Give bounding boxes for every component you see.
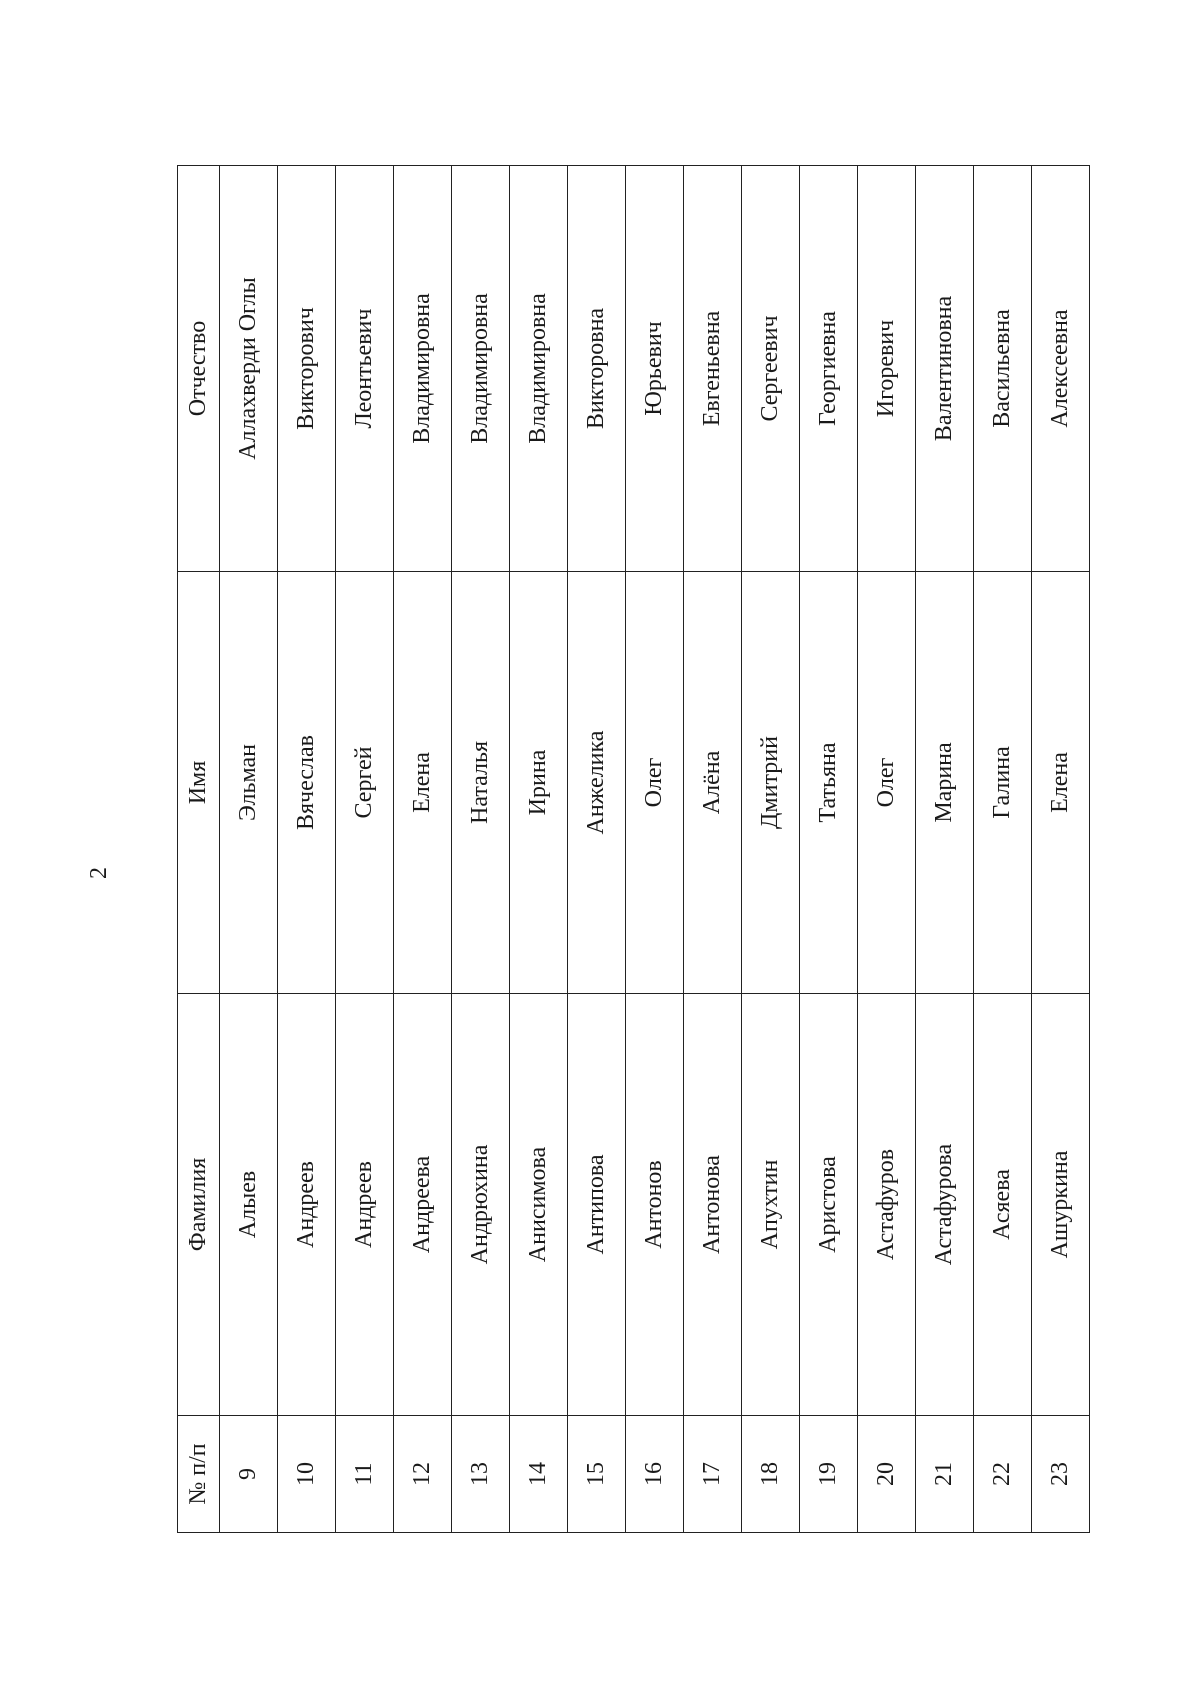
cell-last-name: Антонов — [626, 994, 684, 1416]
cell-middle-name: Георгиевна — [800, 166, 858, 572]
cell-last-name: Антипова — [568, 994, 626, 1416]
cell-first-name: Марина — [916, 572, 974, 994]
cell-last-name: Апухтин — [742, 994, 800, 1416]
cell-number: 14 — [510, 1416, 568, 1533]
table-body — [220, 166, 1090, 1533]
cell-middle-name: Владимировна — [452, 166, 510, 572]
cell-last-name: Астафурова — [916, 994, 974, 1416]
cell-middle-name: Валентиновна — [916, 166, 974, 572]
cell-first-name: Эльман — [220, 572, 278, 994]
table-header-row — [178, 166, 220, 1533]
cell-first-name: Татьяна — [800, 572, 858, 994]
cell-number: 23 — [1032, 1416, 1090, 1533]
cell-first-name: Елена — [1032, 572, 1090, 994]
cell-first-name: Алёна — [684, 572, 742, 994]
table-row — [394, 166, 452, 1533]
cell-last-name: Андрюхина — [452, 994, 510, 1416]
cell-last-name: Асяева — [974, 994, 1032, 1416]
cell-first-name: Дмитрий — [742, 572, 800, 994]
cell-number: 16 — [626, 1416, 684, 1533]
cell-first-name: Наталья — [452, 572, 510, 994]
cell-number: 17 — [684, 1416, 742, 1533]
cell-middle-name: Владимировна — [510, 166, 568, 572]
table-row — [626, 166, 684, 1533]
cell-middle-name: Сергеевич — [742, 166, 800, 572]
cell-first-name: Елена — [394, 572, 452, 994]
table-row — [684, 166, 742, 1533]
cell-last-name: Астафуров — [858, 994, 916, 1416]
cell-first-name: Анжелика — [568, 572, 626, 994]
cell-last-name: Андреев — [278, 994, 336, 1416]
header-middle-name: Отчество — [178, 166, 220, 572]
cell-middle-name: Леонтьевич — [336, 166, 394, 572]
cell-number: 9 — [220, 1416, 278, 1533]
cell-middle-name: Юрьевич — [626, 166, 684, 572]
cell-middle-name: Игоревич — [858, 166, 916, 572]
table-row — [858, 166, 916, 1533]
cell-number: 20 — [858, 1416, 916, 1533]
cell-last-name: Андреева — [394, 994, 452, 1416]
cell-number: 11 — [336, 1416, 394, 1533]
cell-number: 10 — [278, 1416, 336, 1533]
table-row — [742, 166, 800, 1533]
cell-middle-name: Алексеевна — [1032, 166, 1090, 572]
table-row — [220, 166, 278, 1533]
cell-first-name: Вячеслав — [278, 572, 336, 994]
table-row — [800, 166, 858, 1533]
cell-last-name: Ашуркина — [1032, 994, 1090, 1416]
cell-first-name: Галина — [974, 572, 1032, 994]
cell-first-name: Олег — [626, 572, 684, 994]
cell-number: 13 — [452, 1416, 510, 1533]
header-last-name: Фамилия — [178, 994, 220, 1416]
people-table-container — [177, 166, 1087, 1533]
cell-middle-name: Евгеньевна — [684, 166, 742, 572]
people-table — [177, 165, 1090, 1533]
table-row — [452, 166, 510, 1533]
cell-last-name: Андреев — [336, 994, 394, 1416]
cell-number: 15 — [568, 1416, 626, 1533]
page-number: 2 — [86, 867, 112, 879]
cell-last-name: Антонова — [684, 994, 742, 1416]
cell-number: 12 — [394, 1416, 452, 1533]
table-row — [1032, 166, 1090, 1533]
cell-first-name: Олег — [858, 572, 916, 994]
table-row — [568, 166, 626, 1533]
cell-last-name: Аристова — [800, 994, 858, 1416]
cell-middle-name: Викторович — [278, 166, 336, 572]
cell-number: 21 — [916, 1416, 974, 1533]
cell-middle-name: Васильевна — [974, 166, 1032, 572]
cell-last-name: Анисимова — [510, 994, 568, 1416]
header-first-name: Имя — [178, 572, 220, 994]
table-row — [278, 166, 336, 1533]
cell-last-name: Алыев — [220, 994, 278, 1416]
header-number: № п/п — [178, 1416, 220, 1533]
cell-middle-name: Владимировна — [394, 166, 452, 572]
cell-number: 18 — [742, 1416, 800, 1533]
table-row — [916, 166, 974, 1533]
cell-middle-name: Викторовна — [568, 166, 626, 572]
table-row — [974, 166, 1032, 1533]
table-row — [510, 166, 568, 1533]
cell-first-name: Ирина — [510, 572, 568, 994]
cell-first-name: Сергей — [336, 572, 394, 994]
cell-number: 19 — [800, 1416, 858, 1533]
table-row — [336, 166, 394, 1533]
cell-middle-name: Аллахверди Оглы — [220, 166, 278, 572]
cell-number: 22 — [974, 1416, 1032, 1533]
